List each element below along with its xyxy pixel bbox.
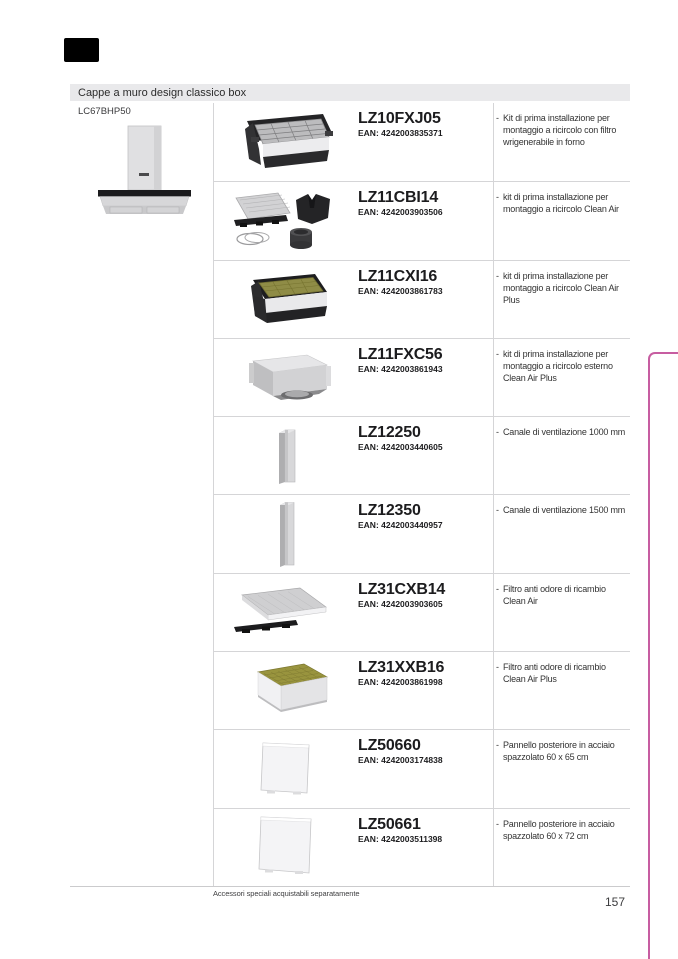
product-description: Filtro anti odore di ricambio Clean Air [503,583,606,606]
table-row [213,181,630,259]
product-ean: EAN: 4242003511398 [358,833,443,844]
product-ean: EAN: 4242003861783 [358,285,443,296]
product-description: Pannello posteriore in acciaio spazzolato 60 x 72 cm [503,818,615,841]
product-description: Canale di ventilazione 1500 mm [503,505,626,516]
table-row [213,651,630,729]
table-row [213,808,630,886]
product-image-cell [221,809,351,886]
product-description: kit di prima installazione per montaggio a ricircolo Clean Air Plus [503,270,619,305]
table-row [213,416,630,494]
product-image-cell [221,261,351,338]
product-description-cell [496,191,628,215]
product-image-lz10fxj05 [231,109,341,175]
table-row [213,573,630,651]
product-code-block [358,581,445,609]
product-ean: EAN: 4242003440605 [358,442,443,453]
product-code: LZ50661 [358,815,421,833]
page-number: 157 [604,895,625,909]
list-marker: - [496,583,499,594]
product-image-cell [221,339,351,416]
product-description: Canale di ventilazione 1000 mm [503,427,626,438]
section-title: Cappe a muro design classico box [78,86,247,99]
product-ean: EAN: 4242003903506 [358,207,443,218]
list-marker: - [496,505,499,516]
product-code-block [358,346,443,374]
product-image-lz11cxi16 [231,266,341,332]
list-marker: - [496,662,499,673]
product-description-cell [496,661,628,685]
product-code: LZ31CXB14 [358,580,446,598]
product-image-lz31cxb14 [226,579,346,645]
product-code: LZ12350 [358,502,421,520]
product-image-cell [221,103,351,181]
product-image-lz12350 [231,499,341,569]
list-marker: - [496,427,499,438]
model-label: LC67BHP50 [78,106,131,117]
product-image-lz11cbi14 [226,188,346,254]
product-ean: EAN: 4242003861998 [358,677,443,688]
product-description: Pannello posteriore in acciaio spazzolato 60 x 65 cm [503,740,615,763]
product-code-block [358,816,442,844]
product-description: kit di prima installazione per montaggio a ricircolo esterno Clean Air Plus [503,348,613,383]
list-marker: - [496,818,499,829]
product-description: kit di prima installazione per montaggio a ricircolo Clean Air [503,192,619,215]
product-code-block [358,659,444,687]
footer-note: Accessori speciali acquistabili separatamente [213,889,360,898]
product-image-cell [221,495,351,572]
product-description: Kit di prima installazione per montaggio a ricircolo con filtro wrigenerabile in forno [503,113,617,147]
product-image-hood-lc67bhp50 [92,118,197,228]
product-code-block [358,502,443,530]
product-image-cell [221,730,351,807]
product-image-lz11fxc56 [231,345,341,411]
product-ean: EAN: 4242003903605 [358,598,443,609]
list-marker: - [496,113,499,123]
product-code: LZ10FXJ05 [358,110,441,127]
product-image-lz12250 [231,423,341,489]
product-image-lz31xxb16 [231,658,341,724]
product-ean: EAN: 4242003861943 [358,363,443,374]
product-image-cell [221,574,351,651]
product-code: LZ31XXB16 [358,659,445,677]
product-code-block [358,110,443,138]
table-row [213,260,630,338]
table-row [213,729,630,807]
accessories-table [213,103,630,886]
product-code: LZ11FXC56 [358,345,443,363]
table-bottom-rule [70,886,630,887]
product-code: LZ12250 [358,424,421,442]
list-marker: - [496,740,499,751]
list-marker: - [496,348,499,359]
product-code: LZ11CBI14 [358,189,439,207]
product-image-cell [221,417,351,494]
product-ean: EAN: 4242003174838 [358,755,443,766]
table-row [213,494,630,572]
product-description: Filtro anti odore di ricambio Clean Air Plus [503,662,606,685]
product-description-cell [496,270,628,306]
product-description-cell [496,426,628,438]
table-row [213,103,630,181]
list-marker: - [496,270,499,281]
product-ean: EAN: 4242003835371 [358,128,443,138]
list-marker: - [496,192,499,203]
product-image-lz50660 [231,736,341,802]
product-image-lz50661 [231,812,341,882]
product-description-cell [496,112,628,148]
redacted-logo-box [64,38,99,62]
product-code-block [358,424,443,452]
section-header [70,84,630,101]
product-code-block [358,268,443,296]
product-description-cell [496,818,628,842]
product-ean: EAN: 4242003440957 [358,520,443,531]
product-code: LZ11CXI16 [358,267,438,285]
product-code-block [358,737,443,765]
product-description-cell [496,504,628,516]
product-description-cell [496,348,628,384]
annotation-highlight-bracket [648,352,678,959]
product-code: LZ50660 [358,737,421,755]
table-row [213,338,630,416]
product-image-cell [221,182,351,259]
product-image-cell [221,652,351,729]
product-code-block [358,189,443,217]
product-description-cell [496,583,628,607]
product-description-cell [496,739,628,763]
